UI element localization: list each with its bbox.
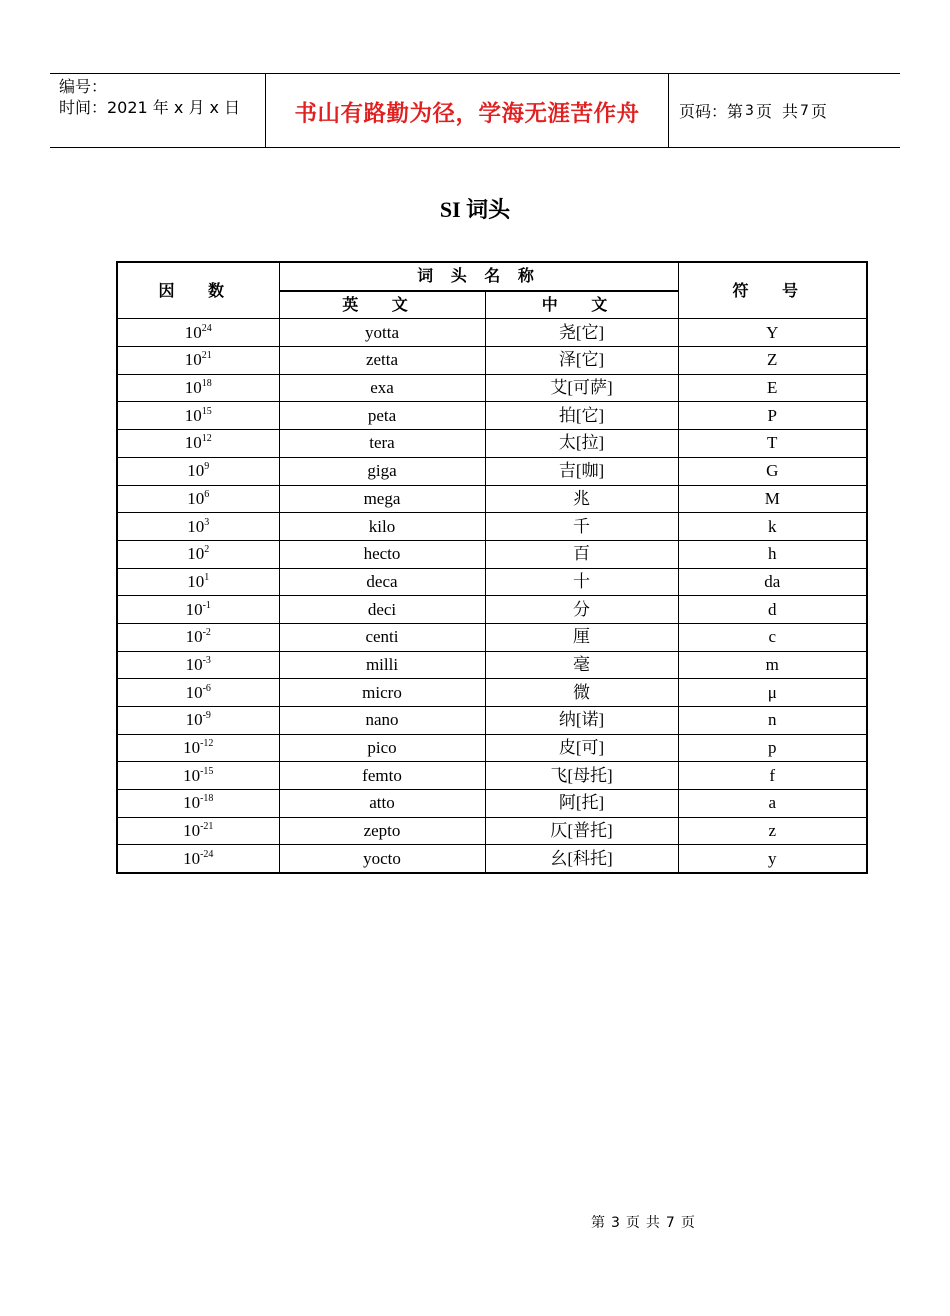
symbol-cell: m	[678, 651, 867, 679]
chinese-name-cell: 太[拉]	[485, 430, 678, 458]
table-row	[117, 402, 867, 430]
factor-cell	[117, 651, 279, 679]
factor-base: 10	[184, 378, 202, 398]
chinese-name-cell: 微	[485, 679, 678, 707]
chinese-name-cell: 分	[485, 596, 678, 624]
factor-base: 10	[187, 516, 205, 536]
factor-base: 10	[183, 848, 201, 868]
header-prefix-name: 词 头 名 称	[279, 262, 678, 291]
table-row	[117, 485, 867, 513]
factor-base: 10	[183, 765, 201, 785]
chinese-name-cell: 厘	[485, 623, 678, 651]
factor-base: 10	[187, 488, 205, 508]
chinese-name-cell: 千	[485, 513, 678, 541]
english-name-cell: milli	[279, 651, 485, 679]
header-factor: 因 数	[117, 262, 279, 319]
page-label-mid: 页	[755, 102, 772, 121]
symbol-cell: c	[678, 623, 867, 651]
english-name-cell: atto	[279, 790, 485, 818]
header-chinese: 中 文	[485, 291, 678, 319]
motto-text: 书山有路勤为径，学海无涯苦作舟	[294, 101, 640, 127]
factor-exponent: 9	[204, 461, 210, 473]
english-name-cell: zetta	[279, 347, 485, 375]
factor-exponent: 18	[201, 378, 212, 390]
chinese-name-cell: 纳[诺]	[485, 707, 678, 735]
factor-base: 10	[185, 627, 203, 647]
symbol-cell: d	[678, 596, 867, 624]
symbol-cell: f	[678, 762, 867, 790]
number-label: 编号：	[59, 77, 108, 96]
document-header	[50, 73, 900, 148]
chinese-name-cell: 拍[它]	[485, 402, 678, 430]
factor-cell	[117, 430, 279, 458]
factor-base: 10	[187, 571, 205, 591]
english-name-cell: pico	[279, 734, 485, 762]
factor-base: 10	[183, 793, 201, 813]
symbol-cell: Y	[678, 319, 867, 347]
chinese-name-cell: 尧[它]	[485, 319, 678, 347]
factor-cell	[117, 790, 279, 818]
english-name-cell: peta	[279, 402, 485, 430]
factor-cell	[117, 623, 279, 651]
factor-exponent: 3	[204, 516, 210, 528]
table-row	[117, 374, 867, 402]
chinese-name-cell: 阿[托]	[485, 790, 678, 818]
symbol-cell: a	[678, 790, 867, 818]
header-meta	[50, 74, 266, 147]
chinese-name-cell: 吉[咖]	[485, 457, 678, 485]
factor-exponent: 15	[201, 405, 212, 417]
factor-cell	[117, 347, 279, 375]
symbol-cell: da	[678, 568, 867, 596]
page-total: 7	[799, 102, 809, 119]
factor-base: 10	[185, 710, 203, 730]
table-row	[117, 817, 867, 845]
factor-base: 10	[184, 405, 202, 425]
table-row	[117, 790, 867, 818]
factor-exponent: 2	[204, 544, 210, 556]
header-page-info	[669, 74, 900, 147]
chinese-name-cell: 幺[科托]	[485, 845, 678, 873]
si-prefix-table	[116, 261, 868, 874]
factor-exponent: -12	[200, 738, 214, 750]
factor-base: 10	[185, 682, 203, 702]
factor-exponent: -21	[200, 821, 214, 833]
footer-ye-end: 页	[680, 1215, 695, 1231]
chinese-name-cell: 泽[它]	[485, 347, 678, 375]
symbol-cell: h	[678, 540, 867, 568]
english-name-cell: yocto	[279, 845, 485, 873]
factor-exponent: -18	[200, 793, 214, 805]
footer-gong: 共	[645, 1215, 660, 1231]
factor-cell	[117, 374, 279, 402]
page-current: 3	[745, 102, 754, 119]
english-name-cell: tera	[279, 430, 485, 458]
factor-exponent: -24	[200, 848, 214, 860]
header-english: 英 文	[279, 291, 485, 319]
factor-cell	[117, 540, 279, 568]
chinese-name-cell: 艾[可萨]	[485, 374, 678, 402]
factor-base: 10	[187, 544, 205, 564]
factor-base: 10	[185, 599, 203, 619]
factor-exponent: 6	[204, 488, 210, 500]
english-name-cell: deca	[279, 568, 485, 596]
factor-cell	[117, 596, 279, 624]
symbol-cell: y	[678, 845, 867, 873]
english-name-cell: femto	[279, 762, 485, 790]
factor-base: 10	[184, 350, 202, 370]
symbol-cell: Z	[678, 347, 867, 375]
english-name-cell: giga	[279, 457, 485, 485]
chinese-name-cell: 十	[485, 568, 678, 596]
table-row	[117, 513, 867, 541]
page-title: SI 词头	[439, 197, 511, 222]
footer-ye: 页	[625, 1215, 640, 1231]
footer-di: 第	[591, 1215, 605, 1231]
english-name-cell: deci	[279, 596, 485, 624]
table-row	[117, 707, 867, 735]
footer-page-total: 7	[665, 1215, 675, 1231]
table-row	[117, 651, 867, 679]
factor-exponent: -3	[202, 654, 211, 666]
factor-base: 10	[185, 654, 203, 674]
factor-cell	[117, 707, 279, 735]
factor-exponent: -15	[200, 765, 214, 777]
page-footer	[591, 1212, 701, 1232]
header-symbol: 符 号	[678, 262, 867, 319]
english-name-cell: yotta	[279, 319, 485, 347]
table-row	[117, 347, 867, 375]
table-row	[117, 679, 867, 707]
factor-cell	[117, 845, 279, 873]
factor-exponent: -6	[202, 682, 211, 694]
factor-base: 10	[187, 461, 205, 481]
factor-cell	[117, 568, 279, 596]
factor-exponent: 12	[201, 433, 212, 445]
chinese-name-cell: 百	[485, 540, 678, 568]
factor-cell	[117, 319, 279, 347]
factor-cell	[117, 457, 279, 485]
table-row	[117, 845, 867, 873]
symbol-cell: E	[678, 374, 867, 402]
factor-base: 10	[184, 322, 202, 342]
table-row	[117, 430, 867, 458]
chinese-name-cell: 兆	[485, 485, 678, 513]
symbol-cell: k	[678, 513, 867, 541]
symbol-cell: P	[678, 402, 867, 430]
table-body	[117, 319, 867, 873]
factor-cell	[117, 485, 279, 513]
english-name-cell: hecto	[279, 540, 485, 568]
factor-exponent: 24	[201, 322, 212, 334]
symbol-cell: G	[678, 457, 867, 485]
factor-cell	[117, 679, 279, 707]
footer-page-current: 3	[611, 1215, 620, 1231]
factor-exponent: -2	[202, 627, 211, 639]
symbol-cell: μ	[678, 679, 867, 707]
page-total-prefix: 共	[781, 102, 798, 121]
factor-base: 10	[183, 738, 201, 758]
date-label: 时间：2021 年 x 月 x 日	[59, 98, 241, 117]
factor-cell	[117, 762, 279, 790]
english-name-cell: exa	[279, 374, 485, 402]
english-name-cell: centi	[279, 623, 485, 651]
page-label-prefix: 页码：第	[679, 102, 744, 121]
table-row	[117, 596, 867, 624]
factor-base: 10	[184, 433, 202, 453]
chinese-name-cell: 飞[母托]	[485, 762, 678, 790]
english-name-cell: micro	[279, 679, 485, 707]
chinese-name-cell: 皮[可]	[485, 734, 678, 762]
factor-base: 10	[183, 821, 201, 841]
table-row	[117, 457, 867, 485]
factor-exponent: -9	[202, 710, 211, 722]
chinese-name-cell: 仄[普托]	[485, 817, 678, 845]
symbol-cell: z	[678, 817, 867, 845]
english-name-cell: kilo	[279, 513, 485, 541]
symbol-cell: n	[678, 707, 867, 735]
factor-cell	[117, 734, 279, 762]
factor-exponent: 1	[204, 571, 210, 583]
factor-exponent: 21	[201, 350, 212, 362]
table-row	[117, 319, 867, 347]
symbol-cell: p	[678, 734, 867, 762]
table-row	[117, 623, 867, 651]
table-row	[117, 540, 867, 568]
factor-exponent: -1	[202, 599, 211, 611]
table-row	[117, 568, 867, 596]
page-label-suffix: 页	[810, 102, 827, 121]
factor-cell	[117, 513, 279, 541]
chinese-name-cell: 毫	[485, 651, 678, 679]
factor-cell	[117, 817, 279, 845]
symbol-cell: M	[678, 485, 867, 513]
factor-cell	[117, 402, 279, 430]
english-name-cell: mega	[279, 485, 485, 513]
symbol-cell: T	[678, 430, 867, 458]
header-motto-cell	[266, 74, 669, 147]
english-name-cell: zepto	[279, 817, 485, 845]
table-row	[117, 734, 867, 762]
english-name-cell: nano	[279, 707, 485, 735]
table-row	[117, 762, 867, 790]
